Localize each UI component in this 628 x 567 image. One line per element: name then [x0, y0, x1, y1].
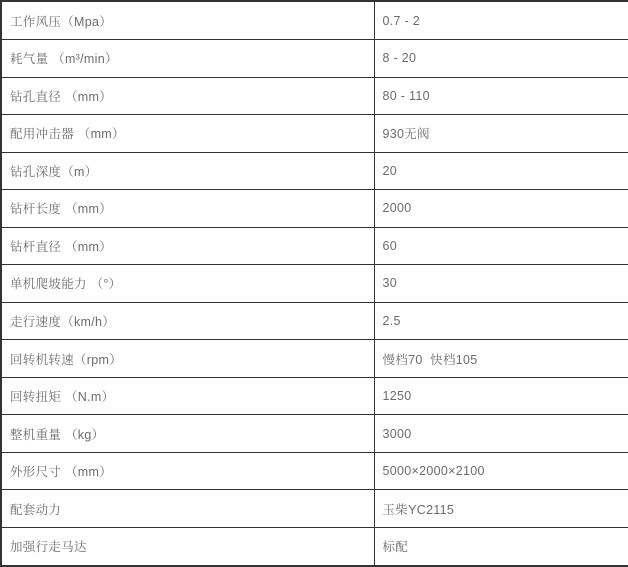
- spec-value-cell: 2000: [374, 190, 628, 228]
- spec-value-cell: 标配: [374, 527, 628, 566]
- spec-label-cell: 耗气量 （m³/min）: [1, 40, 374, 78]
- table-row: [1, 302, 628, 340]
- spec-label-cell: 配套动力: [1, 490, 374, 528]
- table-row: [1, 340, 628, 378]
- spec-value-cell: 2.5: [374, 302, 628, 340]
- spec-label-cell: 回转机转速（rpm）: [1, 340, 374, 378]
- spec-label-cell: 配用冲击器 （mm）: [1, 115, 374, 153]
- spec-label-cell: 钻孔直径 （mm）: [1, 77, 374, 115]
- spec-value-cell: 930无阀: [374, 115, 628, 153]
- table-row: [1, 190, 628, 228]
- spec-label-cell: 单机爬坡能力 （°）: [1, 265, 374, 303]
- table-row: [1, 77, 628, 115]
- table-row: [1, 265, 628, 303]
- table-row: [1, 415, 628, 453]
- spec-label-cell: 整机重量 （kg）: [1, 415, 374, 453]
- table-row: [1, 490, 628, 528]
- spec-label-cell: 走行速度（km/h）: [1, 302, 374, 340]
- spec-label-cell: 工作风压（Mpa）: [1, 1, 374, 40]
- spec-value-cell: 80 - 110: [374, 77, 628, 115]
- spec-value-cell: 20: [374, 152, 628, 190]
- spec-label-cell: 外形尺寸 （mm）: [1, 452, 374, 490]
- table-row: [1, 527, 628, 566]
- spec-value-cell: 玉柴YC2115: [374, 490, 628, 528]
- spec-value-cell: 慢档70 快档105: [374, 340, 628, 378]
- spec-label-cell: 加强行走马达: [1, 527, 374, 566]
- spec-value-cell: 3000: [374, 415, 628, 453]
- spec-value-cell: 8 - 20: [374, 40, 628, 78]
- table-row: [1, 1, 628, 40]
- table-row: [1, 452, 628, 490]
- table-row: [1, 377, 628, 415]
- spec-value-cell: 60: [374, 227, 628, 265]
- table-row: [1, 115, 628, 153]
- spec-label-cell: 钻杆直径 （mm）: [1, 227, 374, 265]
- table-row: [1, 152, 628, 190]
- spec-value-cell: 0.7 - 2: [374, 1, 628, 40]
- spec-label-cell: 钻孔深度（m）: [1, 152, 374, 190]
- spec-table-body: [1, 1, 628, 566]
- spec-value-cell: 5000×2000×2100: [374, 452, 628, 490]
- spec-label-cell: 回转扭矩 （N.m）: [1, 377, 374, 415]
- spec-value-cell: 30: [374, 265, 628, 303]
- table-row: [1, 40, 628, 78]
- table-row: [1, 227, 628, 265]
- spec-value-cell: 1250: [374, 377, 628, 415]
- spec-label-cell: 钻杆长度 （mm）: [1, 190, 374, 228]
